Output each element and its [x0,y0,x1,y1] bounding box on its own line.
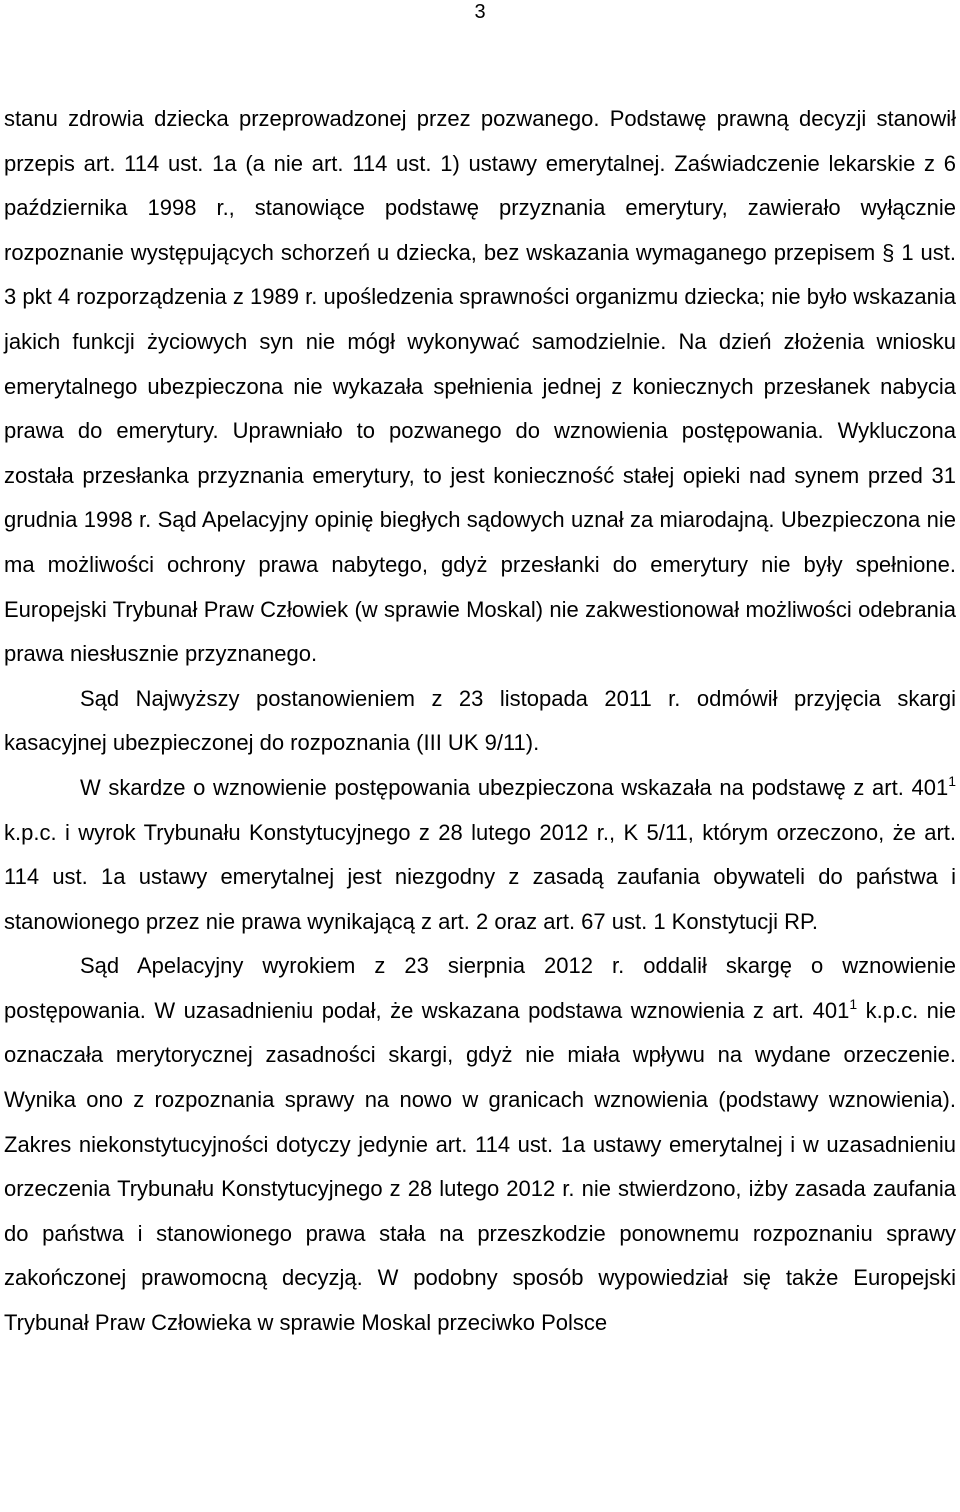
paragraph-3-text-a: W skardze o wznowienie postępowania ubezpieczona wskazała na podstawę z art. 401 [80,774,949,800]
paragraph-3-superscript: 1 [948,772,956,789]
paragraph-4-superscript: 1 [849,995,858,1012]
paragraph-4-text-a: Sąd Apelacyjny wyrokiem z 23 sierpnia 2012 r. oddalił skargę o wznowienie postępowania. W uzasadnieniu podał, że wskazana podstawa wznowienia z art. 401 [4,953,956,1023]
paragraph-1: stanu zdrowia dziecka przeprowadzonej przez pozwanego. Podstawę prawną decyzji stanowił przepis art. 114 ust. 1a (a nie art. 114 ust. 1) ustawy emerytalnej. Zaświadczenie lekarskie z 6 października 1998 r., stanowiące podstawę przyznania emerytury, zawierało wyłącznie rozpoznanie występujących schorzeń u dziecka, bez wskazania wymaganego przepisem § 1 ust. 3 pkt 4 rozporządzenia z 1989 r. upośledzenia sprawności organizmu dziecka; nie było wskazania jakich funkcji życiowych syn nie mógł wykonywać samodzielnie. Na dzień złożenia wniosku emerytalnego ubezpieczona nie wykazała spełnienia jednej z koniecznych przesłanek nabycia prawa do emerytury. Uprawniało to pozwanego do wznowienia postępowania. Wykluczona została przesłanka przyznania emerytury, to jest konieczność stałej opieki nad synem przed 31 grudnia 1998 r. Sąd Apelacyjny opinię biegłych sądowych uznał za miarodajną. Ubezpieczona nie ma możliwości ochrony prawa nabytego, gdyż przesłanki do emerytury nie były spełnione. Europejski Trybunał Praw Człowiek (w sprawie Moskal) nie zakwestionował możliwości odebrania prawa niesłusznie przyznanego. [4,106,956,667]
page-number: 3 [474,1,486,23]
paragraph-4 [4,944,956,1345]
document-body [4,97,956,1346]
paragraph-3 [4,766,956,944]
paragraph-3-text-b: k.p.c. i wyrok Trybunału Konstytucyjnego z 28 lutego 2012 r., K 5/11, którym orzeczono, że art. 114 ust. 1a ustawy emerytalnej jest niezgodny z zasadą zaufania obywateli do państwa i stanowionego przez nie prawa wynikającą z art. 2 oraz art. 67 ust. 1 Konstytucji RP. [4,819,956,934]
paragraph-4-text-b: k.p.c. nie oznaczała merytorycznej zasadności skargi, gdyż nie miała wpływu na wydane orzeczenie. Wynika ono z rozpoznania sprawy na nowo w granicach wznowienia (podstawy wznowienia). Zakres niekonstytucyjności dotyczy jedynie art. 114 ust. 1a ustawy emerytalnej i w uzasadnieniu orzeczenia Trybunału Konstytucyjnego z 28 lutego 2012 r. nie stwierdzono, iżby zasada zaufania do państwa i stanowionego prawa stała na przeszkodzie ponownemu rozpoznaniu sprawy zakończonej prawomocną decyzją. W podobny sposób wypowiedział się także Europejski Trybunał Praw Człowieka w sprawie Moskal przeciwko Polsce [4,997,956,1336]
paragraph-2: Sąd Najwyższy postanowieniem z 23 listopada 2011 r. odmówił przyjęcia skargi kasacyjnej ubezpieczonej do rozpoznania (III UK 9/11). [4,685,956,756]
